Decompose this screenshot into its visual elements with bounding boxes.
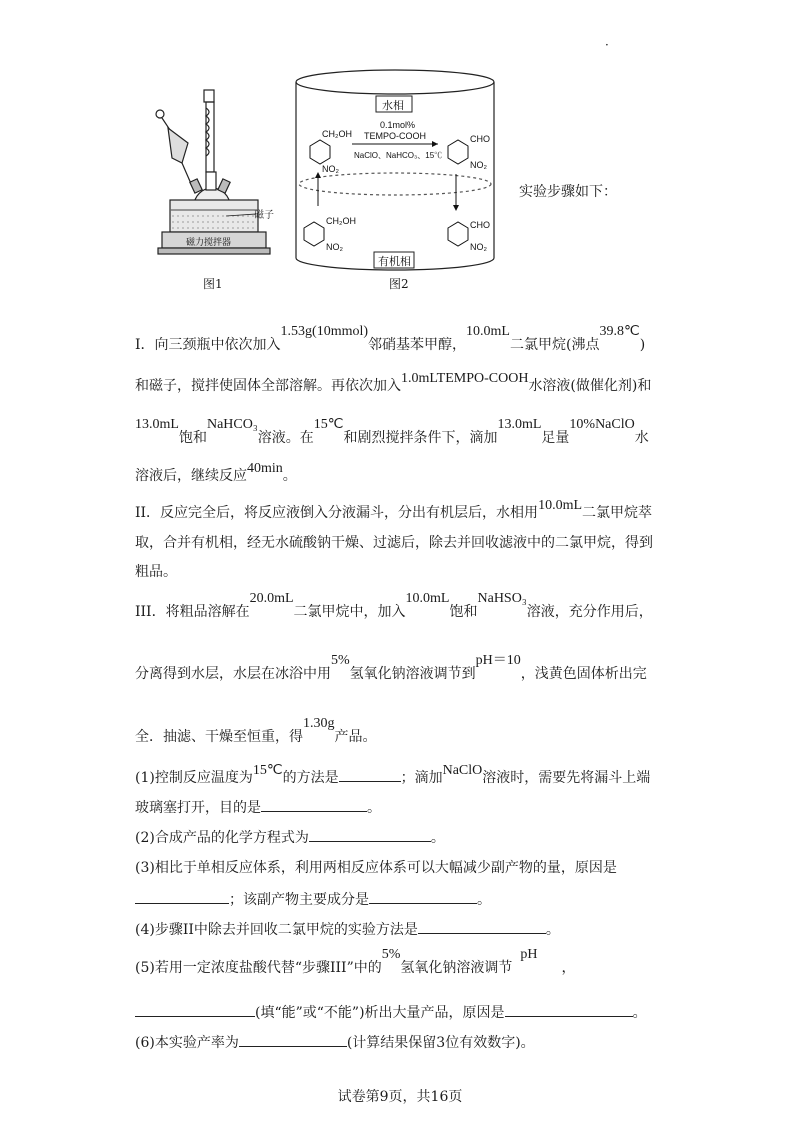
figure-1-caption: 图1 <box>203 277 223 291</box>
answer-blank-1a[interactable] <box>339 767 401 782</box>
figure-2-biphasic <box>290 66 500 278</box>
answer-blank-5b[interactable] <box>505 1002 633 1017</box>
reactant-aq-no2: NO₂ <box>322 164 339 174</box>
figure-2-caption: 图2 <box>389 277 409 291</box>
step3-line3: 全．抽滤、干燥至恒重，得1.30g产品。 <box>135 716 377 745</box>
answer-blank-3b[interactable] <box>369 889 477 904</box>
benzene-ring-product-org <box>448 222 468 246</box>
label-stirrer: 磁力搅拌器 <box>186 237 232 247</box>
answer-blank-3a[interactable] <box>135 889 229 904</box>
answer-blank-4[interactable] <box>418 919 546 934</box>
question-1-line1: (1)控制反应温度为15℃的方法是 ；滴加NaClO溶液时，需要先将漏斗上端 <box>135 763 651 786</box>
question-6: (6)本实验产率为 (计算结果保留3位有效数字)。 <box>135 1032 535 1053</box>
step1-line3: 13.0mL饱和NaHCO₃溶液。在15℃和剧烈搅拌条件下，滴加13.0mL足量10%NaClO水 <box>135 417 649 446</box>
corner-dot: · <box>605 38 609 52</box>
benzene-ring-reactant-org <box>304 222 324 246</box>
benzene-ring-product-aq <box>448 140 468 164</box>
step1-line1: I．向三颈瓶中依次加入1.53g(10mmol)邻硝基苯甲醇，10.0mL二氯甲烷(沸点39.8℃) <box>135 324 646 353</box>
product-org-cho: CHO <box>470 220 490 230</box>
cond-line-2: TEMPO-COOH <box>364 131 426 141</box>
answer-blank-2[interactable] <box>309 827 431 842</box>
condenser <box>204 90 214 172</box>
page-footer: 试卷第9页，共16页 <box>337 1089 463 1105</box>
step3-line1: III．将粗品溶解在20.0mL二氯甲烷中，加入10.0mL饱和NaHSO₃溶液，充分作用后， <box>135 591 653 620</box>
product-aq-cho: CHO <box>470 134 490 144</box>
reactant-org-ch2oh: CH₂OH <box>326 216 356 226</box>
step2-line1: II．反应完全后，将反应液倒入分液漏斗，分出有机层后，水相用10.0mL二氯甲烷萃 <box>135 498 653 521</box>
answer-blank-6[interactable] <box>239 1032 347 1047</box>
figure-1-apparatus <box>148 88 278 288</box>
reactant-org-no2: NO₂ <box>326 242 343 252</box>
question-5-line2: (填“能”或“不能”)析出大量产品，原因是 。 <box>135 1002 647 1023</box>
question-2: (2)合成产品的化学方程式为 。 <box>135 827 445 848</box>
product-org-no2: NO₂ <box>470 242 487 252</box>
question-5-line1: (5)若用一定浓度盐酸代替“步骤III”中的5%氢氧化钠溶液调节pH， <box>135 947 576 976</box>
benzene-ring-reactant-aq <box>310 140 330 164</box>
label-aqueous: 水相 <box>382 100 404 112</box>
cond-line-1: 0.1mol% <box>380 120 416 130</box>
answer-blank-5a[interactable] <box>135 1002 255 1017</box>
product-aq-no2: NO₂ <box>470 160 487 170</box>
question-4: (4)步骤II中除去并回收二氯甲烷的实验方法是 。 <box>135 919 560 940</box>
steps-intro: 实验步骤如下： <box>519 184 617 200</box>
question-3-line2: ；该副产物主要成分是 。 <box>135 889 491 910</box>
dropping-funnel <box>156 110 192 186</box>
step1-line4: 溶液后，继续反应40min。 <box>135 461 297 484</box>
label-stirbar: 磁子 <box>254 210 274 221</box>
water-bath <box>170 200 258 232</box>
question-1-line2: 玻璃塞打开，目的是 。 <box>135 797 381 818</box>
step1-line2: 和磁子，搅拌使固体全部溶解。再依次加入1.0mLTEMPO-COOH水溶液(做催化剂)和 <box>135 371 652 394</box>
step2-line2: 取，合并有机相，经无水硫酸钠干燥、过滤后，除去并回收滤液中的二氯甲烷，得到 <box>135 535 653 551</box>
step2-line3: 粗品。 <box>135 564 177 580</box>
cond-line-3: NaClO、NaHCO₃、15℃ <box>354 151 443 160</box>
label-organic: 有机相 <box>378 256 411 268</box>
reactant-aq-ch2oh: CH₂OH <box>322 129 352 139</box>
question-3-line1: (3)相比于单相反应体系，利用两相反应体系可以大幅减少副产物的量，原因是 <box>135 860 617 876</box>
answer-blank-1b[interactable] <box>261 797 367 812</box>
step3-line2: 分离得到水层，水层在冰浴中用5%氢氧化钠溶液调节到pH＝10，浅黄色固体析出完 <box>135 653 647 682</box>
